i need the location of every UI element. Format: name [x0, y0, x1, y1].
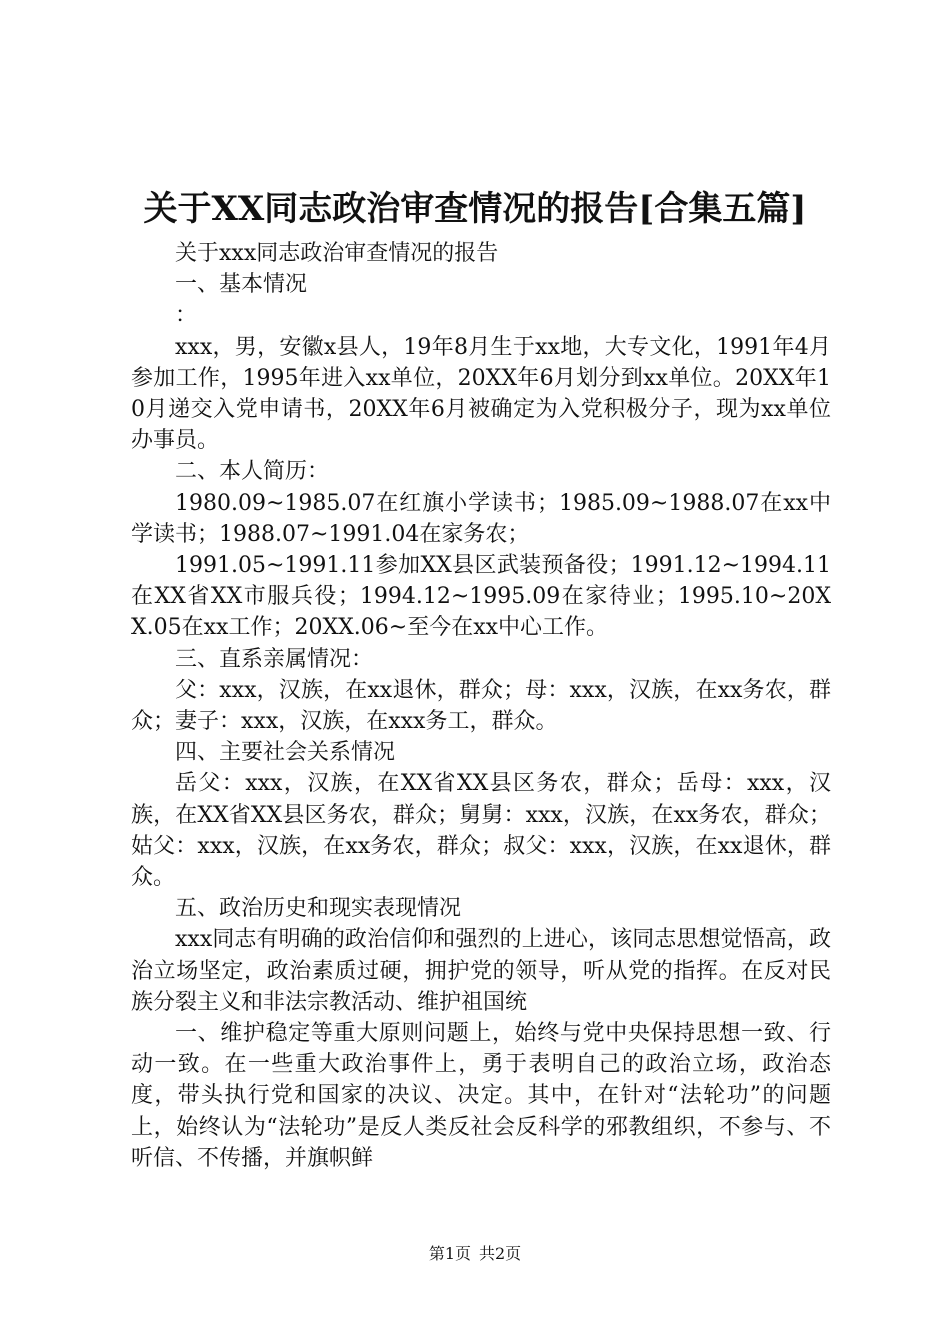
- section-heading-social: 四、主要社会关系情况: [175, 740, 396, 766]
- page-number: 第1页: [428, 1244, 471, 1263]
- paragraph-political-2: 一、维护稳定等重大原则问题上，始终与党中央保持思想一致、行动一致。在一些重大政治事件上，勇于表明自己的政治立场，政治态度，带头执行党和国家的决议、决定。其中，在针对“法轮功”的问题上，始终认为“法轮功”是反人类反社会反科学的邪教组织，不参与、不听信、不传播，并旗帜鲜: [131, 1021, 831, 1171]
- page-footer: [0, 1243, 950, 1265]
- section-heading-basic-info: 一、基本情况: [175, 272, 308, 298]
- paragraph-relatives: 父：xxx，汉族，在xx退休，群众；母：xxx，汉族，在xx务农，群众；妻子：xxx，汉族，在xxx务工，群众。: [131, 677, 831, 735]
- paragraph-resume-2: 1991.05~1991.11参加XX县区武装预备役；1991.12~1994.11在XX省XX市服兵役；1994.12~1995.09在家待业；1995.10~20XX.05在xx工作；20XX.06~至今在xx中心工作。: [131, 553, 831, 641]
- document-title: 关于XX同志政治审查情况的报告[合集五篇]: [143, 189, 807, 229]
- colon-line: ：: [175, 303, 198, 329]
- paragraph-basic-info: xxx，男，安徽x县人，19年8月生于xx地，大专文化，1991年4月参加工作，1995年进入xx单位，20XX年6月划分到xx单位。20XX年10月递交入党申请书，20XX年6月被确定为入党积极分子，现为xx单位办事员。: [131, 334, 831, 454]
- section-heading-relatives: 三、直系亲属情况：: [175, 646, 374, 672]
- paragraph-social: 岳父：xxx，汉族，在XX省XX县区务农，群众；岳母：xxx，汉族，在XX省XX县区务农，群众；舅舅：xxx，汉族，在xx务农，群众；姑父：xxx，汉族，在xx务农，群众；叔父：xxx，汉族，在xx退休，群众。: [131, 771, 831, 891]
- page-total: 共2页: [479, 1244, 522, 1263]
- section-heading-resume: 二、本人简历：: [175, 459, 330, 485]
- section-heading-political: 五、政治历史和现实表现情况: [175, 896, 462, 922]
- paragraph-resume-1: 1980.09~1985.07在红旗小学读书；1985.09~1988.07在xx中学读书；1988.07~1991.04在家务农；: [131, 490, 831, 547]
- paragraph-political-1: xxx同志有明确的政治信仰和强烈的上进心，该同志思想觉悟高，政治立场坚定，政治素质过硬，拥护党的领导，听从党的指挥。在反对民族分裂主义和非法宗教活动、维护祖国统: [131, 927, 831, 1015]
- report-heading: 关于xxx同志政治审查情况的报告: [175, 241, 499, 266]
- document-body: [131, 238, 831, 1174]
